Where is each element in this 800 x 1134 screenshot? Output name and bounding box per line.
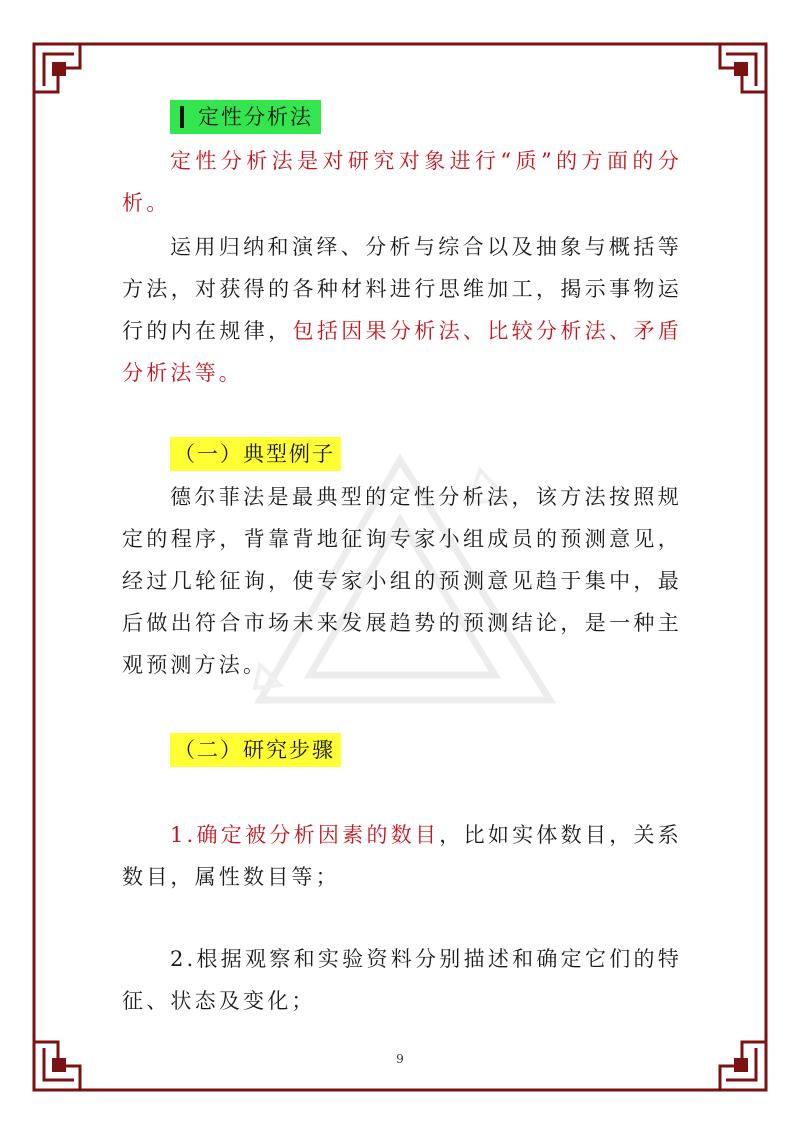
section-heading-examples: （一）典型例子 <box>170 437 341 471</box>
step-1-paragraph <box>122 814 682 898</box>
step-1-highlight: 1.确定被分析因素的数目 <box>170 823 440 847</box>
heading-bar-marker <box>180 106 184 128</box>
step-2-paragraph: 2.根据观察和实验资料分别描述和确定它们的特征、状态及变化； <box>122 947 682 1013</box>
definition-paragraph: 定性分析法是对研究对象进行“质”的方面的分析。 <box>122 149 682 215</box>
method-text: 运用归纳和演绎、分析与综合以及抽象与概括等方法，对获得的各种材料进行思维加工，揭示事物运行的内在规律， <box>122 235 682 343</box>
step-1-text: ，比如实体数目，关系数目，属性数目等； <box>122 823 682 889</box>
section-heading-qualitative <box>170 100 321 134</box>
page-number: 9 <box>396 1052 404 1066</box>
section-heading-steps: （二）研究步骤 <box>170 733 341 767</box>
heading-text: 定性分析法 <box>198 105 313 129</box>
delphi-paragraph: 德尔菲法是最典型的定性分析法，该方法按照规定的程序，背靠背地征询专家小组成员的预测意见，经过几轮征询，使专家小组的预测意见趋于集中，最后做出符合市场未来发展趋势的预测结论，是一种主观预测方法。 <box>122 485 682 677</box>
corner-ornament <box>34 44 80 92</box>
method-paragraph <box>122 226 682 394</box>
method-highlight: 包括因果分析法、比较分析法、矛盾分析法等。 <box>122 319 682 385</box>
